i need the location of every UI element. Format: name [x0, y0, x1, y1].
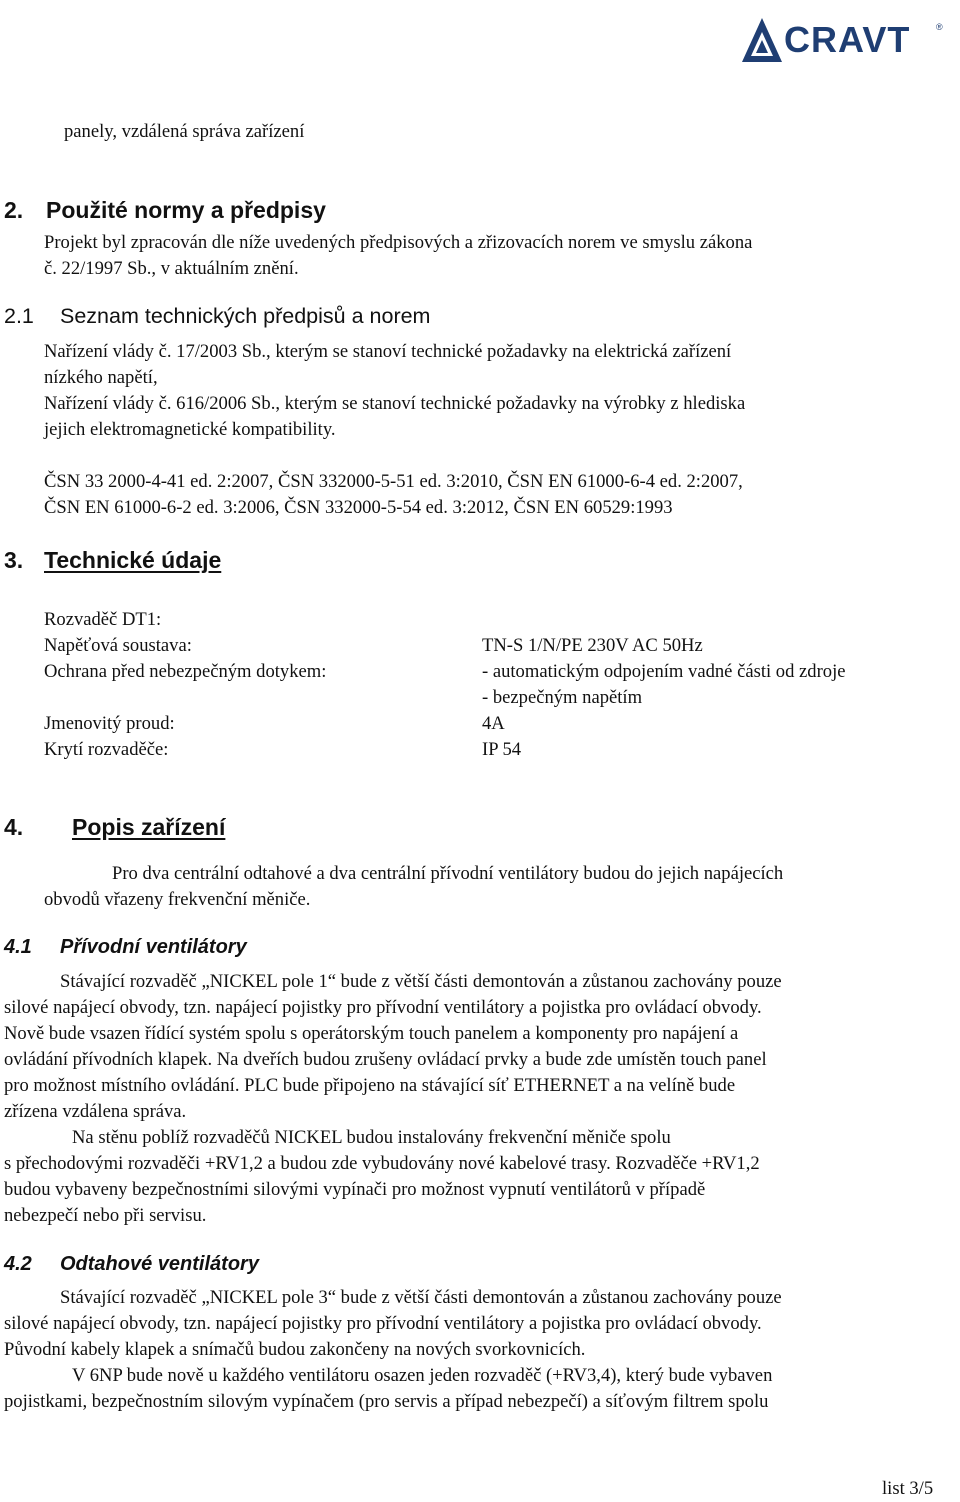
logo-registered-mark: ®: [936, 22, 943, 32]
section-4-1-line: nebezpečí nebo při servisu.: [4, 1205, 207, 1226]
section-2-number: 2.: [4, 197, 24, 223]
spec-label-rated-current: Jmenovitý proud:: [44, 713, 175, 734]
section-4-1-line: ovládání přívodních klapek. Na dveřích budou zrušeny ovládací prvky a bude zde umístěn touch panel: [4, 1049, 767, 1070]
section-2-paragraph-line-2: č. 22/1997 Sb., v aktuálním znění.: [44, 258, 299, 279]
section-4-1-line: Nově bude vsazen řídící systém spolu s operátorským touch panelem a komponenty pro napájení a: [4, 1023, 739, 1044]
regulation-line-3: Nařízení vlády č. 616/2006 Sb., kterým se stanoví technické požadavky na výrobky z hlediska: [44, 393, 746, 414]
section-4-title: Popis zařízení: [72, 814, 226, 840]
section-4-number: 4.: [4, 814, 24, 840]
section-4-1-line: silové napájecí obvody, tzn. napájecí pojistky pro přívodní ventilátory a pojistka pro ovládací obvody.: [4, 997, 762, 1018]
spec-label-switchboard: Rozvaděč DT1:: [44, 609, 162, 630]
section-4-1-number: 4.1: [4, 936, 32, 958]
section-4-1-line: zřízena vzdálena správa.: [4, 1101, 187, 1122]
spec-label-voltage-system: Napěťová soustava:: [44, 635, 192, 656]
page-number: list 3/5: [882, 1478, 934, 1499]
regulation-line-4: jejich elektromagnetické kompatibility.: [44, 419, 336, 440]
regulation-line-1: Nařízení vlády č. 17/2003 Sb., kterým se stanoví technické požadavky na elektrická zařízení: [44, 341, 732, 362]
section-4-2-title: Odtahové ventilátory: [60, 1253, 259, 1275]
standards-line-2: ČSN EN 61000-6-2 ed. 3:2006, ČSN 332000-5-54 ed. 3:2012, ČSN EN 60529:1993: [44, 497, 673, 518]
section-3-title: Technické údaje: [44, 547, 222, 573]
spec-value-protection-1: - automatickým odpojením vadné části od zdroje: [482, 661, 846, 682]
section-2-1-title: Seznam technických předpisů a norem: [60, 304, 431, 328]
section-4-2-line: silové napájecí obvody, tzn. napájecí pojistky pro přívodní ventilátory a pojistka pro ovládací obvody.: [4, 1313, 762, 1334]
section-4-1-line: s přechodovými rozvaděči +RV1,2 a budou zde vybudovány nové kabelové trasy. Rozvaděče +RV1,2: [4, 1153, 760, 1174]
spec-value-voltage-system: TN-S 1/N/PE 230V AC 50Hz: [482, 635, 703, 656]
logo-triangle-icon: [740, 16, 784, 64]
logo-wordmark: CRAVT: [784, 19, 911, 60]
section-4-1-line: budou vybaveny bezpečnostními silovými vypínači pro možnost vypnutí ventilátorů v případě: [4, 1179, 706, 1200]
standards-line-1: ČSN 33 2000-4-41 ed. 2:2007, ČSN 332000-5-51 ed. 3:2010, ČSN EN 61000-6-4 ed. 2:2007,: [44, 471, 743, 492]
section-3-number: 3.: [4, 547, 24, 573]
intro-line: panely, vzdálená správa zařízení: [64, 121, 305, 142]
section-4-2-line: V 6NP bude nově u každého ventilátoru osazen jeden rozvaděč (+RV3,4), který bude vybaven: [72, 1365, 773, 1386]
regulation-line-2: nízkého napětí,: [44, 367, 158, 388]
section-4-1-line: Stávající rozvaděč „NICKEL pole 1“ bude z větší části demontován a zůstanou zachovány pouze: [60, 971, 782, 992]
section-4-paragraph-line-2: obvodů vřazeny frekvenční měniče.: [44, 889, 311, 910]
spec-value-enclosure: IP 54: [482, 739, 522, 760]
section-4-2-line: Stávající rozvaděč „NICKEL pole 3“ bude z větší části demontován a zůstanou zachovány pouze: [60, 1287, 782, 1308]
section-4-2-number: 4.2: [4, 1253, 32, 1275]
spec-value-protection-2: - bezpečným napětím: [482, 687, 643, 708]
section-2-title: Použité normy a předpisy: [46, 197, 326, 223]
spec-label-protection: Ochrana před nebezpečným dotykem:: [44, 661, 327, 682]
section-4-2-line: pojistkami, bezpečnostním silovým vypínačem (pro servis a případ nebezpečí) a síťovým filtrem spolu: [4, 1391, 769, 1412]
cravt-logo: [740, 16, 946, 64]
section-4-2-line: Původní kabely klapek a snímačů budou zakončeny na nových svorkovnicích.: [4, 1339, 586, 1360]
section-2-paragraph-line-1: Projekt byl zpracován dle níže uvedených předpisových a zřizovacích norem ve smyslu zákona: [44, 232, 753, 253]
spec-value-rated-current: 4A: [482, 713, 505, 734]
section-4-1-line: Na stěnu poblíž rozvaděčů NICKEL budou instalovány frekvenční měniče spolu: [72, 1127, 671, 1148]
spec-label-enclosure: Krytí rozvaděče:: [44, 739, 169, 760]
section-2-1-number: 2.1: [4, 304, 34, 328]
section-4-paragraph-line-1: Pro dva centrální odtahové a dva centrální přívodní ventilátory budou do jejich napájecích: [112, 863, 784, 884]
section-4-1-title: Přívodní ventilátory: [60, 936, 247, 958]
section-4-1-line: pro možnost místního ovládání. PLC bude připojeno na stávající síť ETHERNET a na velíně bude: [4, 1075, 736, 1096]
